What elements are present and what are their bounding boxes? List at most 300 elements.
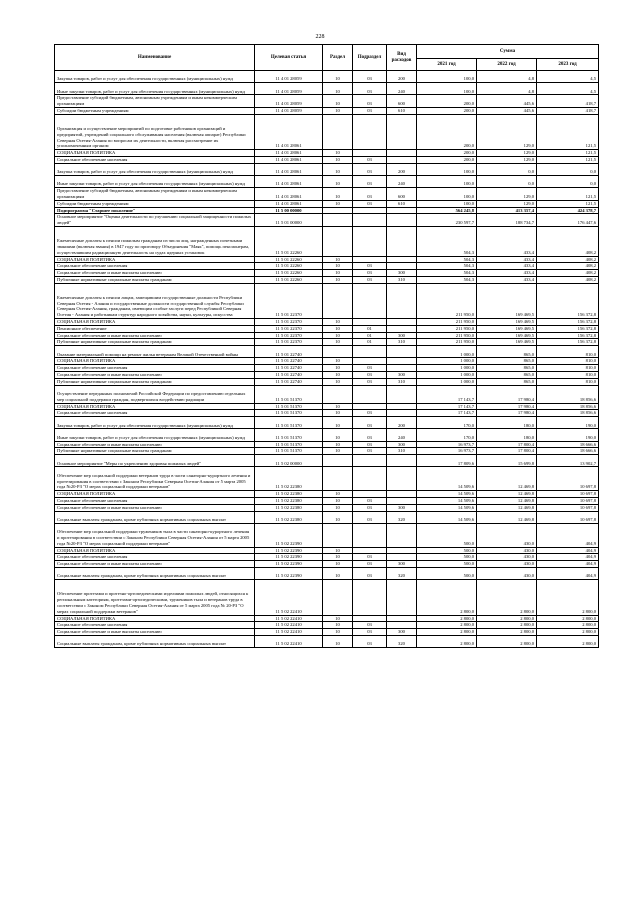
cell-sum-2021: 1 000,0 bbox=[417, 346, 477, 358]
cell-code: 11 5 01 51370 bbox=[255, 441, 323, 448]
cell-name: Иные закупки товаров, работ и услуг для обеспечения государственных (муниципальных) нужд bbox=[55, 429, 255, 441]
cell-section: 10 bbox=[323, 417, 353, 429]
cell-sum-2023: 2 800,0 bbox=[537, 622, 599, 629]
cell-vid: 310 bbox=[387, 448, 417, 455]
cell-sum-2021: 1 000,0 bbox=[417, 372, 477, 379]
cell-name: Социальные выплаты гражданам, кроме публичных нормативных социальных выплат bbox=[55, 635, 255, 647]
cell-sum-2023: 418,7 bbox=[537, 95, 599, 108]
cell-sum-2022: 430,0 bbox=[477, 567, 537, 579]
cell-vid: 200 bbox=[387, 163, 417, 175]
cell-code: 11 5 01 51370 bbox=[255, 403, 323, 410]
cell-name: Публичные нормативные социальные выплаты гражданам bbox=[55, 378, 255, 385]
cell-section: 10 bbox=[323, 188, 353, 201]
cell-code: 11 5 02 22410 bbox=[255, 629, 323, 636]
table-row bbox=[55, 629, 599, 636]
cell-sum-2021: 564 245,8 bbox=[417, 207, 477, 214]
cell-sum-2022: 129,0 bbox=[477, 200, 537, 207]
cell-name: Социальное обеспечение и иные выплаты населению bbox=[55, 629, 255, 636]
table-row bbox=[55, 441, 599, 448]
cell-subsection bbox=[353, 455, 387, 467]
cell-vid bbox=[387, 156, 417, 163]
cell-section bbox=[323, 114, 353, 149]
cell-code: 11 5 01 22370 bbox=[255, 339, 323, 346]
cell-subsection: 03 bbox=[353, 372, 387, 379]
cell-subsection: 03 bbox=[353, 629, 387, 636]
cell-sum-2022: 180,0 bbox=[477, 429, 537, 441]
cell-name: Осуществление переданных полномочий Российской Федерации по предоставлению отдельных мер социальной поддержки граждан, подвергшихся воздействию радиации bbox=[55, 385, 255, 403]
cell-vid bbox=[387, 523, 417, 547]
cell-vid bbox=[387, 455, 417, 467]
table-row bbox=[55, 358, 599, 365]
cell-subsection: 03 bbox=[353, 107, 387, 114]
table-row bbox=[55, 163, 599, 175]
cell-vid bbox=[387, 580, 417, 615]
table-row bbox=[55, 372, 599, 379]
table-row bbox=[55, 567, 599, 579]
cell-sum-2021: 500,0 bbox=[417, 523, 477, 547]
cell-sum-2023: 156 372,8 bbox=[537, 325, 599, 332]
cell-subsection: 01 bbox=[353, 332, 387, 339]
cell-sum-2021: 2 800,0 bbox=[417, 615, 477, 622]
cell-sum-2021: 17 143,7 bbox=[417, 403, 477, 410]
table-row bbox=[55, 150, 599, 157]
cell-name: Закупка товаров, работ и услуг для обеспечения государственных (муниципальных) нужд bbox=[55, 71, 255, 83]
table-row bbox=[55, 554, 599, 561]
cell-sum-2022: 865,0 bbox=[477, 372, 537, 379]
cell-code: 11 4 01 28061 bbox=[255, 175, 323, 187]
cell-code: 11 5 02 22390 bbox=[255, 523, 323, 547]
cell-code: 11 5 01 22740 bbox=[255, 346, 323, 358]
cell-vid: 600 bbox=[387, 95, 417, 108]
cell-name: Оказание материальной помощи на ремонт жилья ветеранам Великой Отечественной войны bbox=[55, 346, 255, 358]
cell-sum-2023: 18 856,6 bbox=[537, 410, 599, 417]
cell-name: Обеспечение мер социальной поддержки тружеников тыла в части санаторно-курортного лечения и протезирования в соответствии с Законом Республики Северная Осетия-Алания от 5 марта 2005 года №20-РЗ "О мерах социальной поддержки ветеранов" bbox=[55, 523, 255, 547]
table-row bbox=[55, 417, 599, 429]
cell-section bbox=[323, 283, 353, 318]
cell-code: 11 5 02 22390 bbox=[255, 547, 323, 554]
cell-sum-2023: 10 697,8 bbox=[537, 467, 599, 491]
cell-name: Обеспечение протезами и протезно-ортопедическими изделиями пожилых людей, относящихся к региональным категориям, протезами-ортопедическими, тружеников тыла и ветеранов труда в соответствии с Законом Республики Северная Осетия-Алания от 5 марта 2005 года № 20-РЗ "О мерах социальной поддержки ветеранов" bbox=[55, 580, 255, 615]
cell-sum-2021: 211 950,0 bbox=[417, 332, 477, 339]
cell-section: 10 bbox=[323, 504, 353, 511]
cell-sum-2022: 430,0 bbox=[477, 554, 537, 561]
cell-name: Субсидии бюджетным учреждениям bbox=[55, 200, 255, 207]
cell-sum-2021: 1 000,0 bbox=[417, 365, 477, 372]
cell-subsection bbox=[353, 346, 387, 358]
table-row bbox=[55, 365, 599, 372]
cell-sum-2022: 17 980,4 bbox=[477, 403, 537, 410]
cell-sum-2022: 17 800,4 bbox=[477, 448, 537, 455]
cell-vid bbox=[387, 410, 417, 417]
cell-section: 10 bbox=[323, 107, 353, 114]
cell-sum-2021: 500,0 bbox=[417, 567, 477, 579]
cell-code: 11 5 02 22390 bbox=[255, 567, 323, 579]
cell-subsection: 03 bbox=[353, 622, 387, 629]
cell-subsection: 01 bbox=[353, 325, 387, 332]
cell-name: Социальное обеспечение и иные выплаты населению bbox=[55, 504, 255, 511]
cell-sum-2023: 424 378,7 bbox=[537, 207, 599, 214]
table-row bbox=[55, 467, 599, 491]
cell-sum-2021: 1 000,0 bbox=[417, 358, 477, 365]
cell-subsection: 01 bbox=[353, 339, 387, 346]
table-row bbox=[55, 385, 599, 403]
cell-sum-2022: 129,0 bbox=[477, 156, 537, 163]
cell-sum-2021: 1 000,0 bbox=[417, 378, 477, 385]
cell-sum-2023: 10 697,8 bbox=[537, 497, 599, 504]
cell-sum-2021: 200,0 bbox=[417, 95, 477, 108]
cell-sum-2023: 0,0 bbox=[537, 175, 599, 187]
cell-sum-2021: 504,3 bbox=[417, 226, 477, 256]
cell-name: Социальное обеспечение населения bbox=[55, 156, 255, 163]
table-row bbox=[55, 561, 599, 568]
cell-subsection bbox=[353, 256, 387, 263]
cell-sum-2021: 14 509,6 bbox=[417, 467, 477, 491]
cell-subsection bbox=[353, 319, 387, 326]
cell-sum-2022: 4,8 bbox=[477, 71, 537, 83]
cell-sum-2021: 100,0 bbox=[417, 163, 477, 175]
cell-sum-2023: 404,9 bbox=[537, 554, 599, 561]
cell-section: 10 bbox=[323, 200, 353, 207]
cell-code: 11 5 01 22260 bbox=[255, 276, 323, 283]
cell-subsection: 03 bbox=[353, 429, 387, 441]
cell-name: Социальное обеспечение и иные выплаты населению bbox=[55, 441, 255, 448]
page-number: 228 bbox=[315, 34, 325, 40]
cell-name: Публичные нормативные социальные выплаты гражданам bbox=[55, 276, 255, 283]
cell-name: СОЦИАЛЬНАЯ ПОЛИТИКА bbox=[55, 150, 255, 157]
cell-sum-2022: 0,0 bbox=[477, 163, 537, 175]
cell-subsection: 03 bbox=[353, 497, 387, 504]
header-year-2021: 2021 год bbox=[417, 59, 477, 71]
cell-name: Ежемесячные доплаты к пенсии лицам, замещавшим государственные должности Республики Северная Осетия - Алания и государственные должности государственной службы Республики Северная Осетия-Алания, гражданам, имеющим особые заслуги перед Республикой Северная Осетия - Алания и работникам структур народного хозяйства, науки, культуры, искусства bbox=[55, 283, 255, 318]
cell-code: 11 4 01 28059 bbox=[255, 71, 323, 83]
cell-sum-2023: 408,2 bbox=[537, 263, 599, 270]
cell-code: 11 5 02 00000 bbox=[255, 455, 323, 467]
cell-sum-2022: 169 469,5 bbox=[477, 283, 537, 318]
cell-code: 11 5 02 22390 bbox=[255, 554, 323, 561]
cell-sum-2022: 413 357,4 bbox=[477, 207, 537, 214]
table-row bbox=[55, 429, 599, 441]
cell-sum-2021: 17 809,6 bbox=[417, 455, 477, 467]
cell-sum-2022: 445,6 bbox=[477, 95, 537, 108]
cell-subsection: 03 bbox=[353, 200, 387, 207]
cell-sum-2022: 433,4 bbox=[477, 263, 537, 270]
cell-sum-2021: 14 509,6 bbox=[417, 491, 477, 498]
cell-code: 11 5 01 22740 bbox=[255, 378, 323, 385]
cell-subsection: 03 bbox=[353, 175, 387, 187]
cell-code: 11 5 01 22740 bbox=[255, 372, 323, 379]
cell-sum-2021: 211 950,0 bbox=[417, 319, 477, 326]
cell-section: 10 bbox=[323, 365, 353, 372]
header-vid: Вид расходов bbox=[387, 45, 417, 71]
cell-sum-2022: 430,0 bbox=[477, 523, 537, 547]
cell-sum-2023: 404,9 bbox=[537, 523, 599, 547]
cell-sum-2022: 129,0 bbox=[477, 188, 537, 201]
cell-section: 10 bbox=[323, 150, 353, 157]
cell-name: Иные закупки товаров, работ и услуг для обеспечения государственных (муниципальных) нужд bbox=[55, 175, 255, 187]
cell-sum-2021: 200,0 bbox=[417, 107, 477, 114]
cell-sum-2021: 2 800,0 bbox=[417, 580, 477, 615]
cell-vid: 240 bbox=[387, 429, 417, 441]
cell-section: 10 bbox=[323, 339, 353, 346]
cell-name: Публичные нормативные социальные выплаты гражданам bbox=[55, 448, 255, 455]
cell-sum-2022: 865,0 bbox=[477, 346, 537, 358]
cell-sum-2023: 190,0 bbox=[537, 429, 599, 441]
table-row bbox=[55, 83, 599, 95]
cell-sum-2022: 188 734,7 bbox=[477, 214, 537, 227]
cell-section bbox=[323, 455, 353, 467]
header-section: Раздел bbox=[323, 45, 353, 71]
cell-subsection: 03 bbox=[353, 417, 387, 429]
cell-sum-2022: 169 469,5 bbox=[477, 339, 537, 346]
cell-section bbox=[323, 467, 353, 491]
cell-name: Социальное обеспечение и иные выплаты населению bbox=[55, 372, 255, 379]
cell-sum-2022: 430,0 bbox=[477, 547, 537, 554]
cell-sum-2021: 211 950,0 bbox=[417, 325, 477, 332]
cell-code: 11 5 01 51370 bbox=[255, 429, 323, 441]
table-row bbox=[55, 547, 599, 554]
cell-section: 10 bbox=[323, 410, 353, 417]
table-body bbox=[55, 71, 599, 648]
cell-subsection: 03 bbox=[353, 365, 387, 372]
cell-vid bbox=[387, 114, 417, 149]
cell-code: 11 5 01 22260 bbox=[255, 226, 323, 256]
cell-section: 10 bbox=[323, 635, 353, 647]
cell-vid bbox=[387, 615, 417, 622]
cell-sum-2023: 810,0 bbox=[537, 358, 599, 365]
cell-code: 11 5 01 51370 bbox=[255, 448, 323, 455]
cell-code: 11 5 01 00000 bbox=[255, 214, 323, 227]
cell-code: 11 5 01 22370 bbox=[255, 283, 323, 318]
cell-sum-2021: 16 973,7 bbox=[417, 448, 477, 455]
table-row bbox=[55, 276, 599, 283]
table-row bbox=[55, 175, 599, 187]
cell-section: 10 bbox=[323, 270, 353, 277]
table-row bbox=[55, 332, 599, 339]
header-sum: Сумма bbox=[417, 45, 599, 59]
cell-sum-2023: 18 666,6 bbox=[537, 441, 599, 448]
cell-section: 10 bbox=[323, 175, 353, 187]
cell-vid: 300 bbox=[387, 629, 417, 636]
cell-subsection: 03 bbox=[353, 156, 387, 163]
cell-sum-2021: 16 973,7 bbox=[417, 441, 477, 448]
table-row bbox=[55, 523, 599, 547]
cell-vid bbox=[387, 547, 417, 554]
cell-sum-2022: 433,4 bbox=[477, 276, 537, 283]
cell-vid: 610 bbox=[387, 107, 417, 114]
cell-sum-2023: 156 372,8 bbox=[537, 283, 599, 318]
cell-subsection bbox=[353, 547, 387, 554]
cell-sum-2023: 2 800,0 bbox=[537, 615, 599, 622]
cell-code: 11 5 02 22380 bbox=[255, 467, 323, 491]
cell-sum-2021: 211 950,0 bbox=[417, 283, 477, 318]
table-row bbox=[55, 511, 599, 523]
cell-sum-2021: 17 143,7 bbox=[417, 410, 477, 417]
header-year-2023: 2023 год bbox=[537, 59, 599, 71]
cell-vid: 300 bbox=[387, 441, 417, 448]
table-row bbox=[55, 635, 599, 647]
cell-subsection: 03 bbox=[353, 511, 387, 523]
cell-sum-2022: 2 800,0 bbox=[477, 622, 537, 629]
cell-name: Закупка товаров, работ и услуг для обеспечения государственных (муниципальных) нужд bbox=[55, 163, 255, 175]
cell-sum-2022: 433,4 bbox=[477, 256, 537, 263]
cell-code: 11 5 02 22410 bbox=[255, 635, 323, 647]
cell-subsection bbox=[353, 114, 387, 149]
cell-sum-2022: 430,0 bbox=[477, 561, 537, 568]
cell-sum-2023: 0,0 bbox=[537, 163, 599, 175]
cell-section: 10 bbox=[323, 372, 353, 379]
cell-name: Социальное обеспечение и иные выплаты населению bbox=[55, 332, 255, 339]
table-row bbox=[55, 95, 599, 108]
cell-sum-2021: 504,3 bbox=[417, 270, 477, 277]
cell-sum-2023: 10 697,8 bbox=[537, 491, 599, 498]
cell-name: СОЦИАЛЬНАЯ ПОЛИТИКА bbox=[55, 358, 255, 365]
cell-sum-2023: 18 856,6 bbox=[537, 385, 599, 403]
cell-name: Подпрограмма "Старшее поколение" bbox=[55, 207, 255, 214]
cell-sum-2023: 18 666,6 bbox=[537, 448, 599, 455]
cell-name: Социальное обеспечение и иные выплаты населению bbox=[55, 270, 255, 277]
table-row bbox=[55, 270, 599, 277]
cell-name: Социальное обеспечение населения bbox=[55, 554, 255, 561]
cell-code: 11 4 01 28061 bbox=[255, 150, 323, 157]
cell-sum-2023: 156 372,8 bbox=[537, 339, 599, 346]
cell-sum-2023: 810,0 bbox=[537, 365, 599, 372]
cell-vid: 320 bbox=[387, 567, 417, 579]
table-row bbox=[55, 580, 599, 615]
cell-sum-2022: 2 800,0 bbox=[477, 580, 537, 615]
cell-section bbox=[323, 580, 353, 615]
cell-section: 10 bbox=[323, 615, 353, 622]
table-row bbox=[55, 448, 599, 455]
cell-sum-2021: 2 800,0 bbox=[417, 629, 477, 636]
cell-code: 11 5 01 22370 bbox=[255, 319, 323, 326]
cell-subsection: 03 bbox=[353, 378, 387, 385]
cell-code: 11 5 02 22380 bbox=[255, 497, 323, 504]
cell-sum-2021: 17 143,7 bbox=[417, 385, 477, 403]
header-year-2022: 2022 год bbox=[477, 59, 537, 71]
cell-sum-2023: 2 800,0 bbox=[537, 580, 599, 615]
cell-sum-2022: 865,0 bbox=[477, 358, 537, 365]
cell-subsection bbox=[353, 580, 387, 615]
cell-sum-2023: 404,9 bbox=[537, 567, 599, 579]
cell-vid: 240 bbox=[387, 83, 417, 95]
cell-subsection: 03 bbox=[353, 504, 387, 511]
cell-section bbox=[323, 385, 353, 403]
cell-section: 10 bbox=[323, 325, 353, 332]
cell-section: 10 bbox=[323, 629, 353, 636]
table-row bbox=[55, 207, 599, 214]
cell-vid bbox=[387, 319, 417, 326]
cell-sum-2021: 200,0 bbox=[417, 156, 477, 163]
cell-name: Пенсионное обеспечение bbox=[55, 325, 255, 332]
cell-vid: 300 bbox=[387, 504, 417, 511]
cell-subsection bbox=[353, 214, 387, 227]
cell-sum-2021: 230 597,7 bbox=[417, 214, 477, 227]
cell-sum-2023: 10 697,8 bbox=[537, 511, 599, 523]
cell-sum-2021: 2 800,0 bbox=[417, 622, 477, 629]
cell-subsection: 03 bbox=[353, 71, 387, 83]
cell-code: 11 4 01 28061 bbox=[255, 163, 323, 175]
cell-sum-2021: 500,0 bbox=[417, 554, 477, 561]
cell-name: СОЦИАЛЬНАЯ ПОЛИТИКА bbox=[55, 319, 255, 326]
cell-section: 10 bbox=[323, 561, 353, 568]
cell-vid: 320 bbox=[387, 635, 417, 647]
table-row bbox=[55, 346, 599, 358]
cell-subsection: 03 bbox=[353, 83, 387, 95]
cell-vid: 300 bbox=[387, 332, 417, 339]
cell-sum-2022: 12 469,8 bbox=[477, 467, 537, 491]
cell-section: 10 bbox=[323, 491, 353, 498]
cell-name: СОЦИАЛЬНАЯ ПОЛИТИКА bbox=[55, 403, 255, 410]
cell-sum-2022: 17 980,4 bbox=[477, 410, 537, 417]
budget-table bbox=[54, 44, 599, 648]
cell-code: 11 5 01 22260 bbox=[255, 263, 323, 270]
cell-subsection: 03 bbox=[353, 188, 387, 201]
cell-code: 11 5 02 22390 bbox=[255, 561, 323, 568]
table-row bbox=[55, 319, 599, 326]
cell-subsection: 03 bbox=[353, 635, 387, 647]
cell-sum-2021: 200,0 bbox=[417, 114, 477, 149]
cell-sum-2023: 408,2 bbox=[537, 256, 599, 263]
cell-code: 11 5 00 00000 bbox=[255, 207, 323, 214]
cell-sum-2023: 4,5 bbox=[537, 83, 599, 95]
cell-sum-2021: 14 509,6 bbox=[417, 504, 477, 511]
cell-sum-2023: 810,0 bbox=[537, 378, 599, 385]
table-row bbox=[55, 497, 599, 504]
cell-vid bbox=[387, 497, 417, 504]
cell-sum-2022: 4,8 bbox=[477, 83, 537, 95]
cell-vid: 300 bbox=[387, 270, 417, 277]
table-row bbox=[55, 156, 599, 163]
cell-subsection bbox=[353, 523, 387, 547]
cell-sum-2021: 504,3 bbox=[417, 276, 477, 283]
cell-sum-2023: 418,7 bbox=[537, 107, 599, 114]
cell-sum-2022: 865,0 bbox=[477, 365, 537, 372]
cell-code: 11 5 01 51370 bbox=[255, 410, 323, 417]
cell-code: 11 4 01 28061 bbox=[255, 188, 323, 201]
table-row bbox=[55, 403, 599, 410]
cell-subsection: 03 bbox=[353, 448, 387, 455]
cell-name: Социальное обеспечение населения bbox=[55, 497, 255, 504]
cell-vid: 600 bbox=[387, 188, 417, 201]
cell-sum-2023: 156 372,8 bbox=[537, 332, 599, 339]
cell-name: СОЦИАЛЬНАЯ ПОЛИТИКА bbox=[55, 547, 255, 554]
cell-sum-2021: 100,0 bbox=[417, 200, 477, 207]
table-row bbox=[55, 410, 599, 417]
cell-vid bbox=[387, 283, 417, 318]
table-row bbox=[55, 504, 599, 511]
cell-code: 11 5 01 51370 bbox=[255, 385, 323, 403]
cell-sum-2023: 810,0 bbox=[537, 372, 599, 379]
header-code: Целевая статья bbox=[255, 45, 323, 71]
cell-subsection: 03 bbox=[353, 263, 387, 270]
cell-name: Социальное обеспечение населения bbox=[55, 410, 255, 417]
cell-vid: 310 bbox=[387, 378, 417, 385]
cell-vid: 240 bbox=[387, 175, 417, 187]
cell-subsection: 03 bbox=[353, 441, 387, 448]
cell-vid bbox=[387, 346, 417, 358]
cell-subsection bbox=[353, 150, 387, 157]
cell-name: Социальное обеспечение и иные выплаты населению bbox=[55, 561, 255, 568]
cell-section: 10 bbox=[323, 441, 353, 448]
cell-vid bbox=[387, 256, 417, 263]
table-row bbox=[55, 283, 599, 318]
cell-name: СОЦИАЛЬНАЯ ПОЛИТИКА bbox=[55, 615, 255, 622]
cell-section: 10 bbox=[323, 511, 353, 523]
cell-sum-2023: 121,5 bbox=[537, 188, 599, 201]
cell-sum-2023: 18 856,6 bbox=[537, 403, 599, 410]
table-row bbox=[55, 378, 599, 385]
cell-sum-2022: 445,6 bbox=[477, 107, 537, 114]
